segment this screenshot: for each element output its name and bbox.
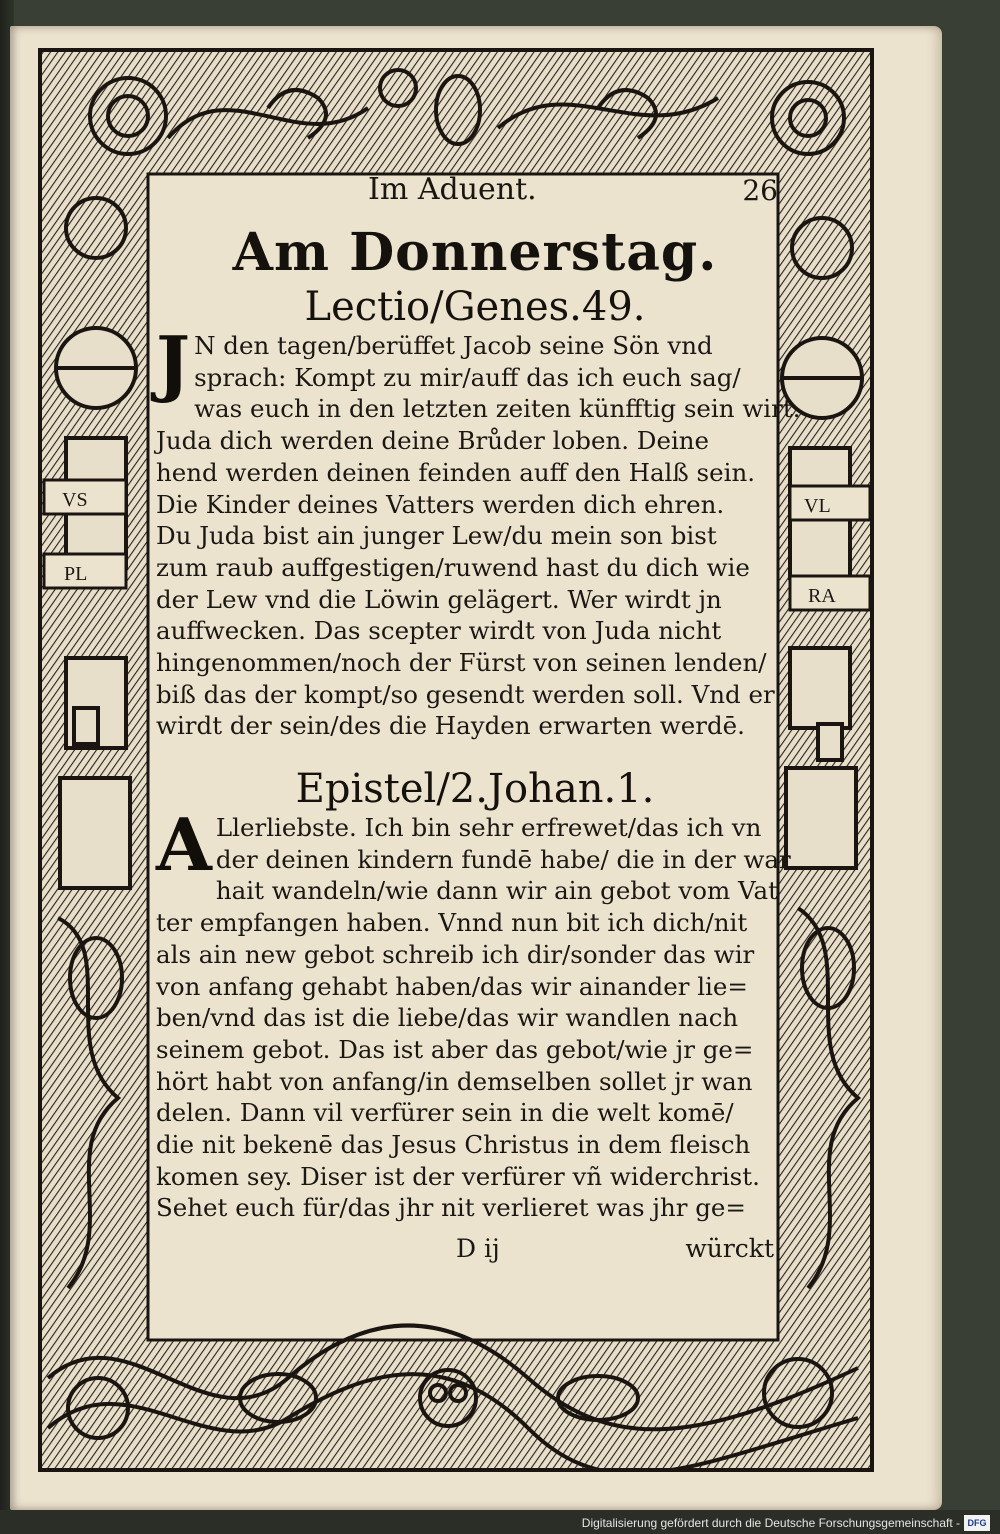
epistle-line: Sehet euch für/das jhr nit verlieret was jhr ge= bbox=[156, 1193, 746, 1223]
page-header bbox=[168, 172, 778, 220]
lection-line: was euch in den letzten zeiten künfftig sein wirt. bbox=[194, 394, 801, 424]
page-title: Am Donnerstag. bbox=[232, 222, 718, 283]
epistle-line: delen. Dann vil verfürer sein in die welt komē/ bbox=[156, 1098, 734, 1128]
lection-line: zum raub auffgestigen/ruwend hast du dich wie bbox=[156, 552, 750, 582]
dfg-logo: DFG bbox=[964, 1515, 990, 1531]
lection-line: hend werden deinen feinden auff den Halß sein. bbox=[156, 457, 756, 487]
epistle-line: komen sey. Diser ist der verfürer vñ widerchrist. bbox=[156, 1161, 760, 1191]
funding-credit: Digitalisierung gefördert durch die Deutsche Forschungsgemeinschaft - bbox=[581, 1516, 960, 1530]
epistle-line: von anfang gehabt haben/das wir ainander lie= bbox=[156, 971, 748, 1001]
left-plaque-bottom: PL bbox=[64, 563, 88, 585]
epistle-line: seinem gebot. Das ist aber das gebot/wie jr ge= bbox=[156, 1034, 754, 1064]
epistle-line: hört habt von anfang/in demselben sollet jr wan bbox=[156, 1066, 753, 1096]
lection-line: Du Juda bist ain junger Lew/du mein son bist bbox=[156, 521, 717, 551]
lection-line: wirdt der sein/des die Hayden erwarten werdē. bbox=[156, 711, 745, 741]
catchword: würckt bbox=[685, 1234, 774, 1263]
epistle-line: ter empfangen haben. Vnnd nun bit ich dich/nit bbox=[156, 908, 748, 938]
lection-dropcap: J bbox=[156, 320, 191, 405]
lection-line: sprach: Kompt zu mir/auff das ich euch sag/ bbox=[194, 362, 741, 392]
running-head: Im Aduent. bbox=[368, 172, 537, 207]
epistle-line: die nit bekenē das Jesus Christus in dem fleisch bbox=[156, 1130, 751, 1160]
lection-line: der Lew vnd die Löwin gelägert. Wer wirdt jn bbox=[156, 584, 722, 614]
lection-heading: Lectio/Genes.49. bbox=[304, 284, 646, 330]
lection-line: auffwecken. Das scepter wirdt von Juda nicht bbox=[156, 616, 722, 646]
digitization-footer bbox=[0, 1510, 1000, 1534]
lection-line: biß das der kompt/so gesendt werden soll. Vnd er bbox=[156, 679, 775, 709]
right-plaque-bottom: RA bbox=[808, 585, 836, 607]
epistle-line: der deinen kindern fundē habe/ die in der war bbox=[215, 844, 791, 874]
epistle-line: ben/vnd das ist die liebe/das wir wandlen nach bbox=[156, 1003, 739, 1033]
epistle-line: als ain new gebot schreib ich dir/sonder das wir bbox=[156, 939, 755, 969]
epistle-heading: Epistel/2.Johan.1. bbox=[295, 766, 655, 812]
epistle-line: hait wandeln/wie dann wir ain gebot vom Vat bbox=[215, 876, 778, 906]
lection-line: hingenommen/noch der Fürst von seinen lenden/ bbox=[156, 648, 767, 678]
signature-mark: D ij bbox=[456, 1234, 500, 1263]
epistle-text bbox=[156, 802, 791, 1224]
lection-line: Die Kinder deines Vatters werden dich ehren. bbox=[156, 489, 725, 519]
lection-text bbox=[156, 320, 801, 742]
right-plaque-top: VL bbox=[804, 495, 831, 517]
epistle-line: Llerliebste. Ich bin sehr erfrewet/das ich vn bbox=[215, 813, 762, 842]
epistle-dropcap: A bbox=[156, 802, 212, 887]
folio-number: 26 bbox=[742, 174, 778, 207]
left-plaque-top: VS bbox=[62, 489, 88, 511]
lection-line: Juda dich werden deine Brůder loben. Deine bbox=[156, 426, 710, 456]
lection-line: N den tagen/berüffet Jacob seine Sön vnd bbox=[194, 331, 713, 360]
